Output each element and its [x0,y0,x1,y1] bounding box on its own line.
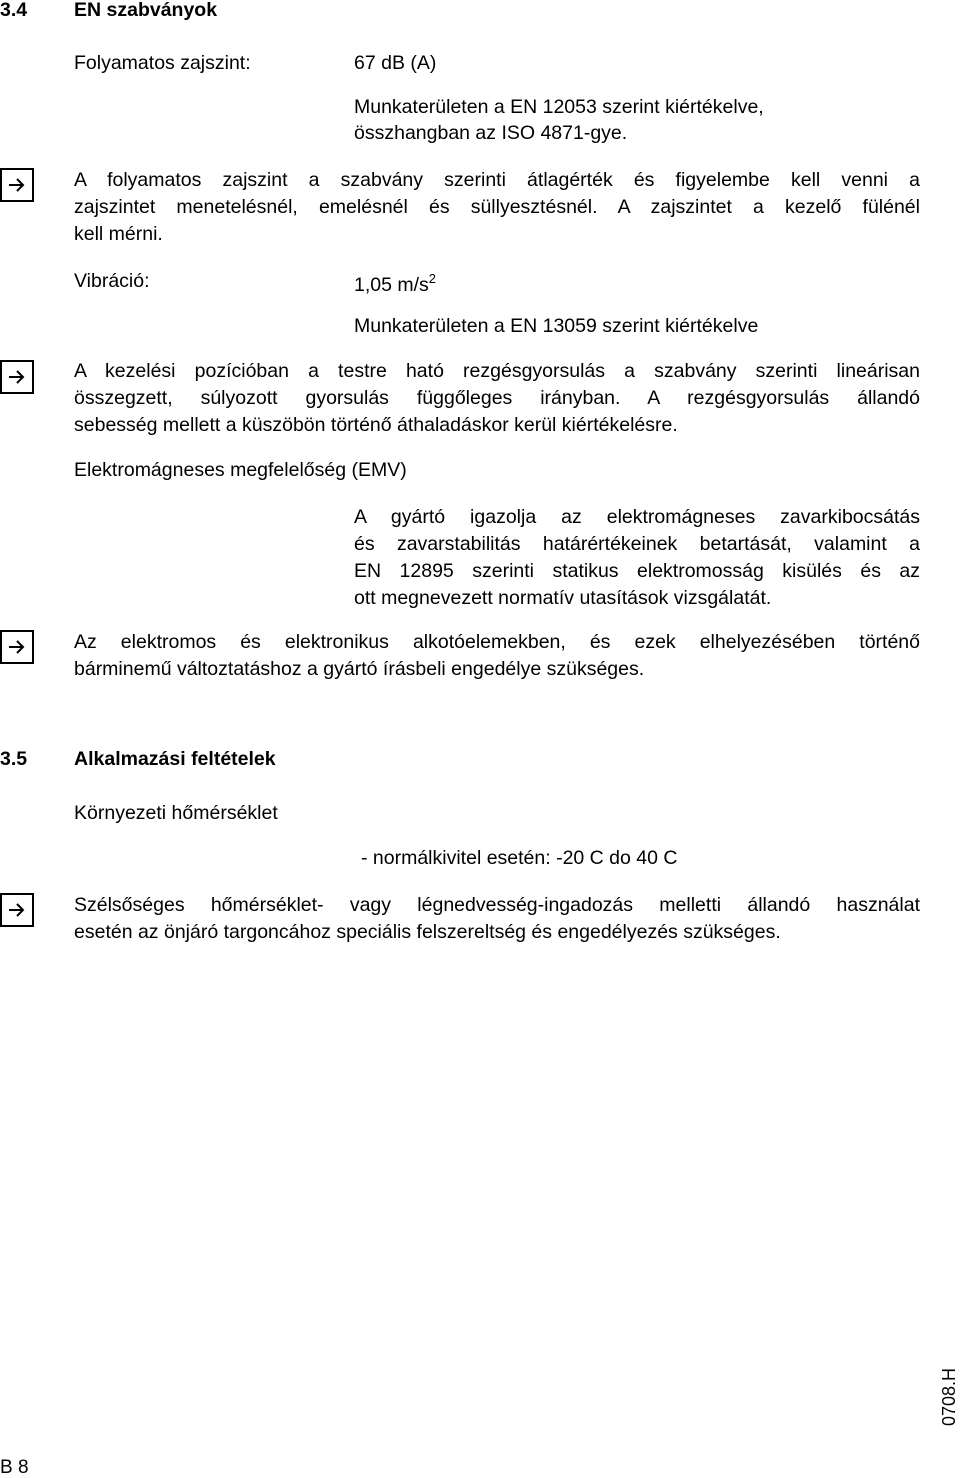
note-vibration [74,358,920,439]
page-number: B 8 [0,1457,29,1478]
section-number: 3.5 [0,748,28,770]
noise-label: Folyamatos zajszint: [74,52,251,74]
note-line: bárminemű változtatáshoz a gyártó írásbeli engedélye szükséges. [74,658,645,680]
vibration-desc: Munkaterületen a EN 13059 szerint kiértékelve [354,315,759,337]
temperature-value: - normálkivitel esetén: -20 C do 40 C [361,847,678,869]
arrow-right-icon [0,168,34,202]
note-temperature [74,892,920,946]
note-noise [74,167,920,248]
arrow-right-icon [0,893,34,927]
note-line: összegzett, súlyozott gyorsulás függőleges irányban. A rezgésgyorsulás állandó [74,387,920,409]
note-line: zajszintet menetelésnél, emelésnél és süllyesztésnél. A zajszintet a kezelő fülénél [74,196,920,218]
noise-value: 67 dB (A) [354,52,437,74]
vibration-value: 1,05 $m/s^2$ [354,271,437,296]
note-line: Az elektromos és elektronikus alkotóelemekben, és ezek elhelyezésében történő [74,631,920,653]
document-code: 0708.H [939,1368,959,1427]
emv-desc: A gyártó igazolja az elektromágneses zavarkibocsátás és zavarstabilitás határértékeinek betartását, valamint a EN 12895 szerinti statikus elektromosság kisülés és az ott megnevezett normatív utasítások vizsgálatát. [354,506,920,609]
temperature-label: Környezeti hőmérséklet [74,802,278,824]
note-line: kell mérni. [74,223,163,245]
note-line: sebesség mellett a küszöbön történő áthaladáskor kerül kiértékelésre. [74,414,678,436]
arrow-right-icon [0,360,34,394]
section-number: 3.4 [0,0,28,21]
note-line: A kezelési pozícióban a testre ható rezgésgyorsulás a szabvány szerinti lineárisan [74,360,920,382]
emv-label: Elektromágneses megfelelőség (EMV) [74,459,407,481]
noise-desc-line: Munkaterületen a EN 12053 szerint kiértékelve, [354,96,764,118]
arrow-right-icon [0,630,34,664]
section-title: Alkalmazási feltételek [74,748,276,770]
note-emv [74,629,920,683]
noise-desc-line: összhangban az ISO 4871-gye. [354,122,628,144]
note-line: esetén az önjáró targoncához speciális felszereltség és engedélyezés szükséges. [74,921,781,943]
note-line: A folyamatos zajszint a szabvány szerinti átlagérték és figyelembe kell venni a [74,169,920,191]
section-title: EN szabványok [74,0,218,21]
note-line: Szélsőséges hőmérséklet- vagy légnedvesség-ingadozás melletti állandó használat [74,894,920,916]
vibration-label: Vibráció: [74,270,150,292]
